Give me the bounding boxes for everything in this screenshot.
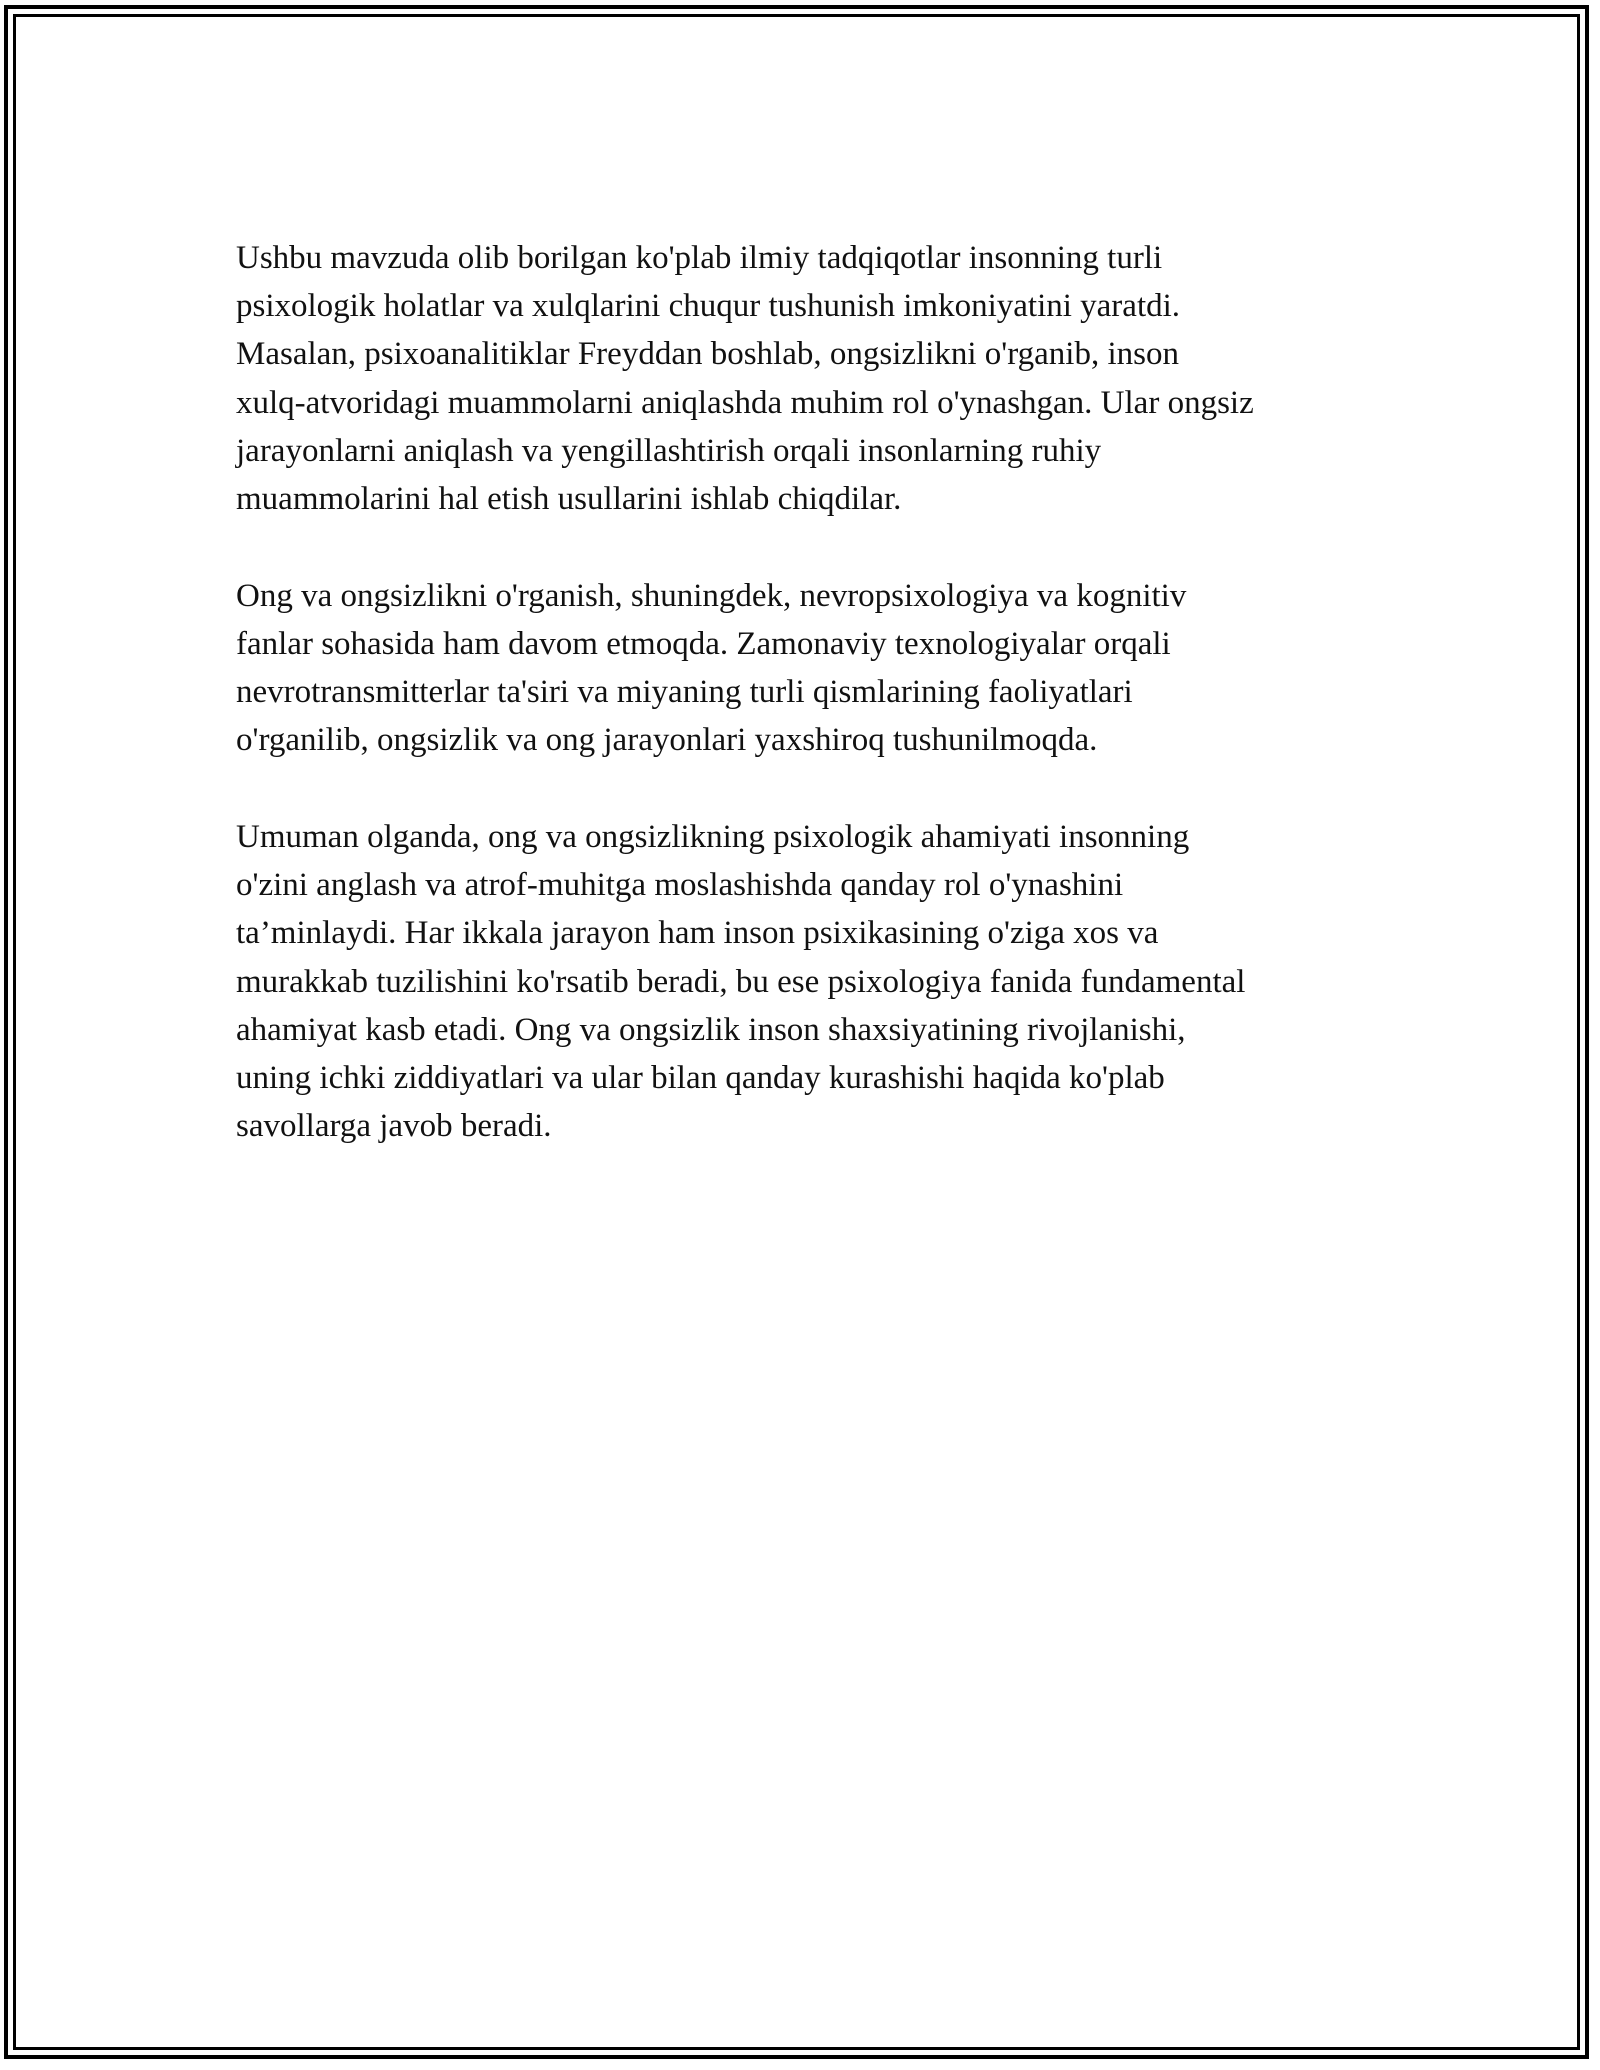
paragraph-research-overview: Ushbu mavzuda olib borilgan ko'plab ilmiy tadqiqotlar insonning turli psixologik holatlar va xulqlarini chuqur tushunish imkoniyatini yaratdi. Masalan, psixoanalitiklar Freyddan boshlab, ongsizlikni o'rganib, inson xulq-atvoridagi muammolarni aniqlashda muhim rol o'ynashgan. Ular ongsiz jarayonlarni aniqlash va yengillashtirish orqali insonlarning ruhiy muammolarini hal etish usullarini ishlab chiqdilar. xyxy=(236,240,1254,518)
paragraph-neuropsychology: Ong va ongsizlikni o'rganish, shuningdek, nevropsixologiya va kognitiv fanlar sohasida ham davom etmoqda. Zamonaviy texnologiyalar orqali nevrotransmitterlar ta'siri va miyaning turli qismlarining faoliyatlari o'rganilib, ongsizlik va ong jarayonlari yaxshiroq tushunilmoqda. xyxy=(236,577,1187,759)
document-body xyxy=(236,234,1376,1150)
paragraph-conclusion: Umuman olganda, ong va ongsizlikning psixologik ahamiyati insonning o'zini anglash va atrof-muhitga moslashishda qanday rol o'ynashini ta’minlaydi. Har ikkala jarayon ham inson psixikasining o'ziga xos va murakkab tuzilishini ko'rsatib beradi, bu ese psixologiya fanida fundamental ahamiyat kasb etadi. Ong va ongsizlik inson shaxsiyatining rivojlanishi, uning ichki ziddiyatlari va ular bilan qanday kurashishi haqida ko'plab savollarga javob beradi. xyxy=(236,819,1246,1145)
